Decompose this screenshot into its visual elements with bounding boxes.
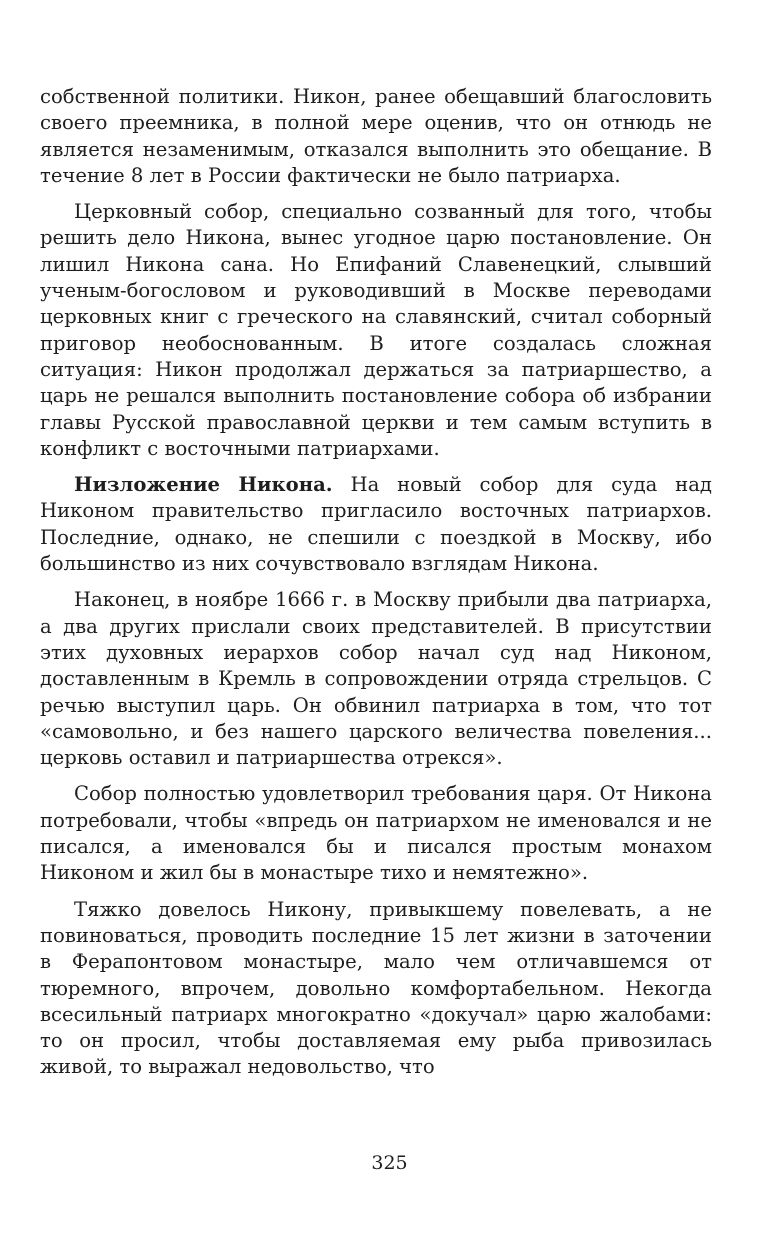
page-body (40, 84, 712, 1091)
paragraph-4-text: Наконец, в ноябре 1666 г. в Москву прибыли два патриарха, а два других прислали своих представителей. В присутствии этих духовных иерархов собор начал суд над Никоном, доставленным в Кремль в сопровождении отряда стрельцов. С речью выступил царь. Он обвинил патриарха в том, что тот «самовольно, и без нашего царского величества повеления... церковь оставил и патриаршества отрекся». (40, 588, 712, 770)
paragraph-6 (40, 897, 712, 1081)
paragraph-4 (40, 587, 712, 771)
paragraph-3 (40, 472, 712, 577)
paragraph-1-text: собственной политики. Никон, ранее обещавший благословить своего преемника, в полной мере оценив, что он отнюдь не является незаменимым, отказался выполнить это обещание. В течение 8 лет в России фактически не было патриарха. (40, 85, 712, 187)
page-number: 325 (371, 1152, 408, 1174)
paragraph-5-text: Собор полностью удовлетворил требования царя. От Никона потребовали, чтобы «впредь он патриархом не именовался и не писался, а именовался бы и писался простым монахом Никоном и жил бы в монастыре тихо и немятежно». (40, 782, 712, 885)
paragraph-1 (40, 84, 712, 189)
paragraph-2 (40, 199, 712, 462)
paragraph-5 (40, 781, 712, 886)
paragraph-3-text: На новый собор для суда над Никоном правительство пригласило восточных патриархов. Последние, однако, не спешили с поездкой в Москву, ибо большинство из них сочувствовало взглядам Никона. (40, 473, 712, 576)
paragraph-6-text: Тяжко довелось Никону, привыкшему повелевать, а не повиноваться, проводить последние 15 лет жизни в заточении в Ферапонтовом монастыре, мало чем отличавшемся от тюремного, впрочем, довольно комфортабельном. Некогда всесильный патриарх многократно «докучал» царю жалобами: то он просил, чтобы доставляемая ему рыба привозилась живой, то выражал недовольство, что (40, 897, 712, 1079)
paragraph-2-text: Церковный собор, специально созванный для того, чтобы решить дело Никона, вынес угодное царю постановление. Он лишил Никона сана. Но Епифаний Славенецкий, слывший ученым-богословом и руководивший в Москве переводами церковных книг с греческого на славянский, считал соборный приговор необоснованным. В итоге создалась сложная ситуация: Никон продолжал держаться за патриаршество, а царь не решался выполнить постановление собора об избрании главы Русской православной церкви и тем самым вступить в конфликт с восточными патриархами. (40, 200, 712, 460)
section-heading: Низложение Никона. (74, 473, 333, 497)
